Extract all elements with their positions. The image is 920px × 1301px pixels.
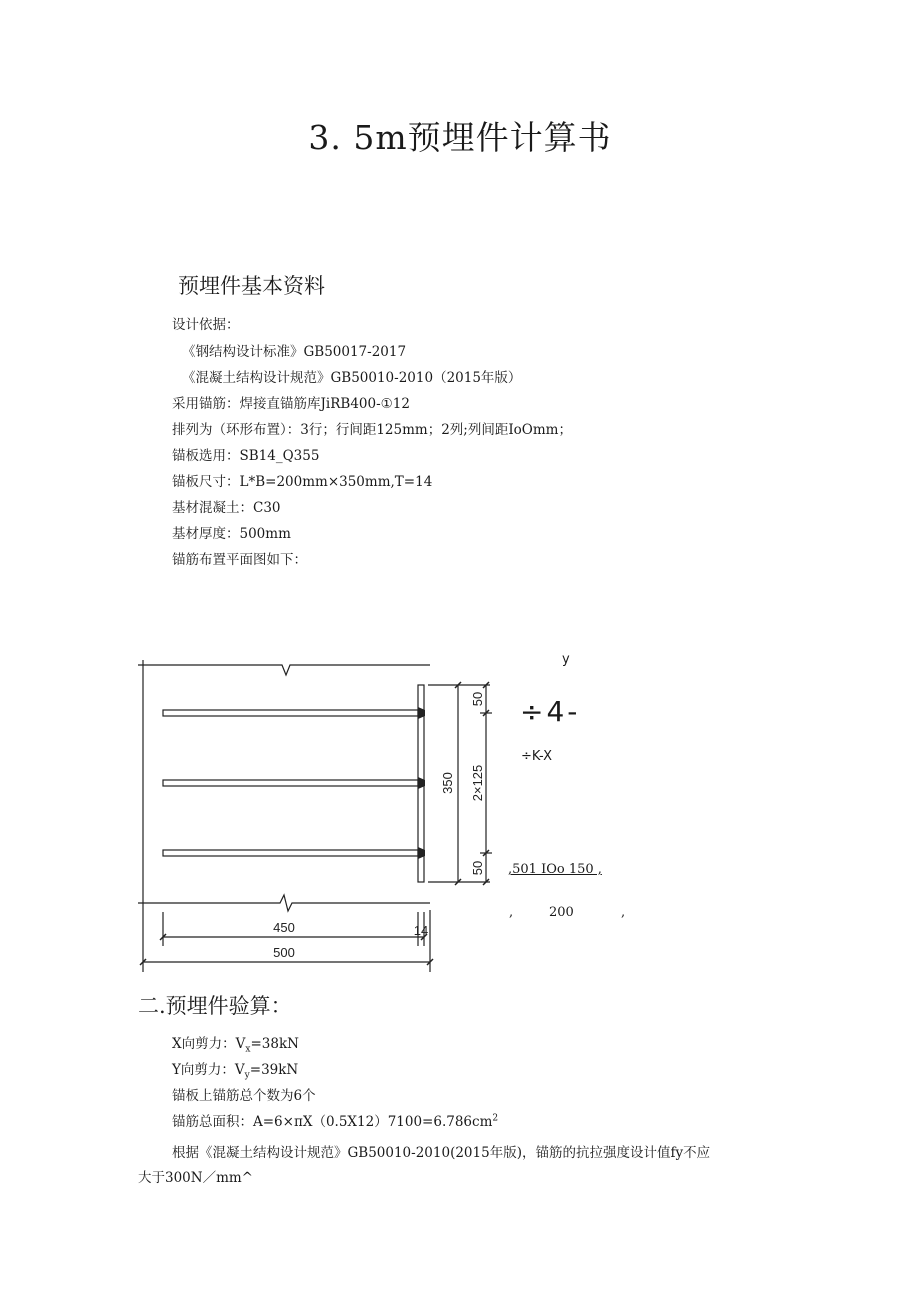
axis-kx-label: ÷K-X bbox=[521, 749, 553, 764]
plan-spacing-row: ,501 IOo 150 , bbox=[508, 862, 602, 877]
anchor-plate-size: 锚板尺寸：L*B=200mm×350mm,T=14 bbox=[172, 474, 433, 490]
design-standard-steel: 《钢结构设计标准》GB50017-2017 bbox=[182, 344, 407, 360]
plan-width-200: 200 bbox=[549, 905, 574, 920]
dim-label-450: 450 bbox=[273, 920, 295, 935]
base-thickness: 基材厚度：500mm bbox=[172, 526, 291, 542]
plan-width-left-mark: , bbox=[509, 905, 514, 920]
dim-label-350: 350 bbox=[440, 772, 455, 794]
axis-symbol: ÷4- bbox=[520, 695, 581, 728]
dim-label-500: 500 bbox=[273, 945, 295, 960]
dim-label-14: 14 bbox=[413, 923, 429, 938]
shear-y: Y向剪力：$V_y=39kN$ bbox=[172, 1062, 299, 1081]
design-basis-label: 设计依据： bbox=[172, 317, 240, 333]
axis-y-label: y bbox=[562, 652, 570, 667]
dim-label-2x125: 2×125 bbox=[470, 764, 485, 802]
plan-width-right-mark: , bbox=[621, 905, 626, 920]
anchor-count: 锚板上锚筋总个数为6个 bbox=[172, 1088, 316, 1104]
design-standard-concrete: 《混凝土结构设计规范》GB50010-2010（2015年版） bbox=[182, 370, 522, 386]
anchor-arrangement: 排列为（环形布置）：3行；行间距125mm；2列;列间距IoOmm； bbox=[172, 422, 572, 438]
anchor-plate-selection: 锚板选用：SB14_Q355 bbox=[172, 448, 320, 464]
top-break-line bbox=[138, 665, 430, 675]
bottom-break-line bbox=[138, 895, 430, 911]
dim-label-50-top: 50 bbox=[470, 691, 485, 707]
section-heading-basic-info: 预埋件基本资料 bbox=[178, 274, 325, 298]
design-strength-para-line1: 根据《混凝土结构设计规范》GB50010-2010(2015年版)，锚筋的抗拉强度设计值fy不应 bbox=[172, 1145, 711, 1161]
anchor-bar-bottom bbox=[163, 850, 418, 856]
anchor-bar-middle bbox=[163, 780, 418, 786]
section-heading-verification: 二.预埋件验算： bbox=[138, 994, 292, 1018]
base-concrete: 基材混凝土：C30 bbox=[172, 500, 281, 516]
anchor-area: 锚筋总面积：$A=6\times\pi X(0.5X12)7100=6.786cm^2$ bbox=[172, 1113, 499, 1130]
page-title: 3. 5m预埋件计算书 bbox=[308, 118, 612, 157]
design-strength-para-line2: 大于300N／mm^ bbox=[138, 1170, 253, 1186]
shear-x: X向剪力：$V_x=38kN$ bbox=[172, 1036, 299, 1055]
anchor-bar-top bbox=[163, 710, 418, 716]
layout-caption: 锚筋布置平面图如下： bbox=[172, 552, 307, 568]
dim-label-50-bottom: 50 bbox=[470, 860, 485, 876]
anchor-bar-type: 采用锚筋：焊接直锚筋库JiRB400-①12 bbox=[172, 396, 410, 412]
